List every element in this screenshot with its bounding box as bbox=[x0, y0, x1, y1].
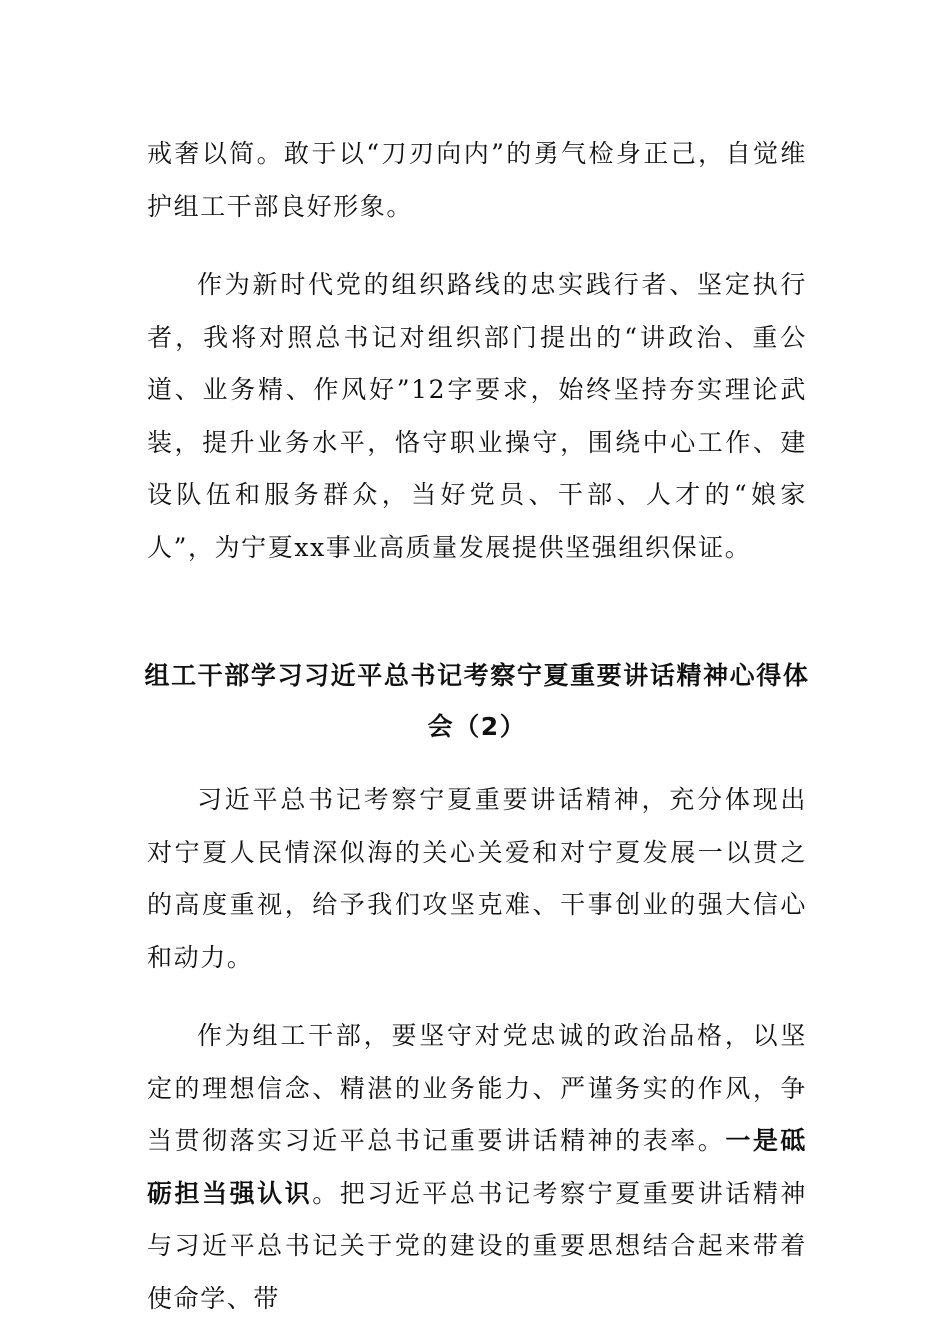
document-body bbox=[144, 128, 810, 1325]
paragraph-commitment: 作为新时代党的组织路线的忠实践行者、坚定执行者，我将对照总书记对组织部门提出的“讲政治、重公道、业务精、作风好”12字要求，始终坚持夯实理论武装，提升业务水平，恪守职业操守，围绕中心工作、建设队伍和服务群众，当好党员、干部、人才的“娘家人”，为宁夏xx事业高质量发展提供坚强组织保证。 bbox=[147, 270, 807, 562]
paragraph-role-text: 作为组工干部，要坚守对党忠诚的政治品格，以坚定的理想信念、精湛的业务能力、严谨务实的作风，争当贯彻落实习近平总书记重要讲话精神的表率。 bbox=[147, 1021, 807, 1155]
paragraph-intro: 习近平总书记考察宁夏重要讲话精神，充分体现出对宁夏人民情深似海的关心关爱和对宁夏发展一以贯之的高度重视，给予我们攻坚克难、干事创业的强大信心和动力。 bbox=[147, 785, 807, 972]
emphasis-first-point: 一是砥砺担当强认识 bbox=[147, 1126, 807, 1208]
paragraph-continuation: 戒奢以简。敢于以“刀刃向内”的勇气检身正己，自觉维护组工干部良好形象。 bbox=[147, 139, 807, 221]
section-heading: 组工干部学习习近平总书记考察宁夏重要讲话精神心得体会（2） bbox=[144, 661, 810, 741]
paragraph-role bbox=[147, 1010, 807, 1325]
paragraph-role-continuation: 。把习近平总书记考察宁夏重要讲话精神与习近平总书记关于党的建设的重要思想结合起来带着使命学、带 bbox=[147, 1178, 807, 1313]
